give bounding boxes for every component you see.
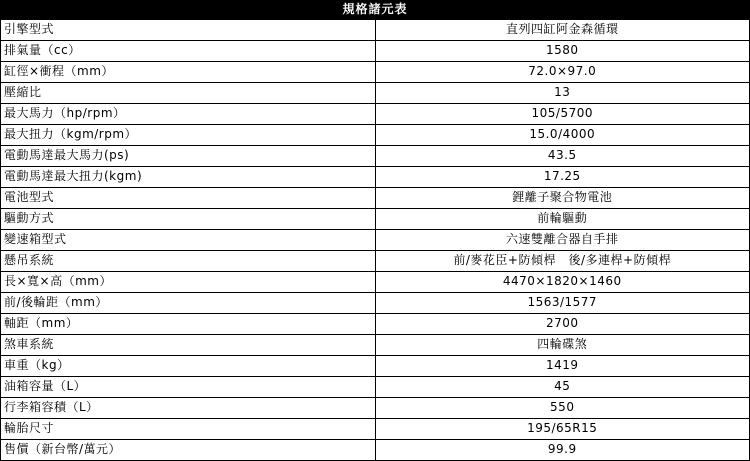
table-row bbox=[1, 356, 750, 377]
spec-label: 引擎型式 bbox=[1, 20, 376, 41]
table-title-row bbox=[1, 1, 750, 20]
table-row bbox=[1, 398, 750, 419]
spec-label: 長×寬×高（mm） bbox=[1, 272, 376, 293]
spec-label: 電動馬達最大馬力(ps) bbox=[1, 146, 376, 167]
spec-value: 前/麥花臣+防傾桿 後/多連桿+防傾桿 bbox=[375, 251, 750, 272]
spec-value: 72.0×97.0 bbox=[375, 62, 750, 83]
spec-value: 99.9 bbox=[375, 440, 750, 461]
spec-value: 105/5700 bbox=[375, 104, 750, 125]
table-row bbox=[1, 440, 750, 461]
table-title: 規格諸元表 bbox=[1, 1, 750, 20]
table-row bbox=[1, 293, 750, 314]
spec-label: 懸吊系統 bbox=[1, 251, 376, 272]
spec-label: 變速箱型式 bbox=[1, 230, 376, 251]
spec-label: 車重（kg） bbox=[1, 356, 376, 377]
spec-value: 1419 bbox=[375, 356, 750, 377]
spec-value: 前輪驅動 bbox=[375, 209, 750, 230]
spec-value: 4470×1820×1460 bbox=[375, 272, 750, 293]
spec-label: 售價（新台幣/萬元） bbox=[1, 440, 376, 461]
spec-value: 13 bbox=[375, 83, 750, 104]
spec-label: 壓縮比 bbox=[1, 83, 376, 104]
spec-value: 45 bbox=[375, 377, 750, 398]
spec-label: 行李箱容積（L） bbox=[1, 398, 376, 419]
table-header bbox=[1, 1, 750, 20]
table-row bbox=[1, 125, 750, 146]
spec-value: 四輪碟煞 bbox=[375, 335, 750, 356]
table-row bbox=[1, 62, 750, 83]
spec-value: 1580 bbox=[375, 41, 750, 62]
table-row bbox=[1, 188, 750, 209]
table-row bbox=[1, 209, 750, 230]
table-row bbox=[1, 272, 750, 293]
spec-value: 鋰離子聚合物電池 bbox=[375, 188, 750, 209]
spec-value: 1563/1577 bbox=[375, 293, 750, 314]
table-row bbox=[1, 251, 750, 272]
table-row bbox=[1, 230, 750, 251]
table-row bbox=[1, 335, 750, 356]
table-row bbox=[1, 104, 750, 125]
spec-value: 195/65R15 bbox=[375, 419, 750, 440]
spec-label: 電池型式 bbox=[1, 188, 376, 209]
table-row bbox=[1, 167, 750, 188]
spec-label: 軸距（mm） bbox=[1, 314, 376, 335]
table-row bbox=[1, 83, 750, 104]
spec-label: 最大扭力（kgm/rpm） bbox=[1, 125, 376, 146]
spec-value: 15.0/4000 bbox=[375, 125, 750, 146]
table-body bbox=[1, 20, 750, 461]
table-row bbox=[1, 41, 750, 62]
table-row bbox=[1, 314, 750, 335]
spec-label: 排氣量（cc） bbox=[1, 41, 376, 62]
spec-label: 缸徑×衝程（mm） bbox=[1, 62, 376, 83]
spec-value: 六速雙離合器自手排 bbox=[375, 230, 750, 251]
spec-label: 油箱容量（L） bbox=[1, 377, 376, 398]
table-row bbox=[1, 146, 750, 167]
spec-label: 電動馬達最大扭力(kgm) bbox=[1, 167, 376, 188]
spec-label: 輪胎尺寸 bbox=[1, 419, 376, 440]
spec-label: 最大馬力（hp/rpm） bbox=[1, 104, 376, 125]
spec-value: 直列四缸阿金森循環 bbox=[375, 20, 750, 41]
table-row bbox=[1, 377, 750, 398]
table-row bbox=[1, 419, 750, 440]
table-row bbox=[1, 20, 750, 41]
spec-value: 17.25 bbox=[375, 167, 750, 188]
spec-value: 2700 bbox=[375, 314, 750, 335]
spec-value: 43.5 bbox=[375, 146, 750, 167]
spec-label: 驅動方式 bbox=[1, 209, 376, 230]
spec-label: 前/後輪距（mm） bbox=[1, 293, 376, 314]
spec-value: 550 bbox=[375, 398, 750, 419]
spec-label: 煞車系統 bbox=[1, 335, 376, 356]
